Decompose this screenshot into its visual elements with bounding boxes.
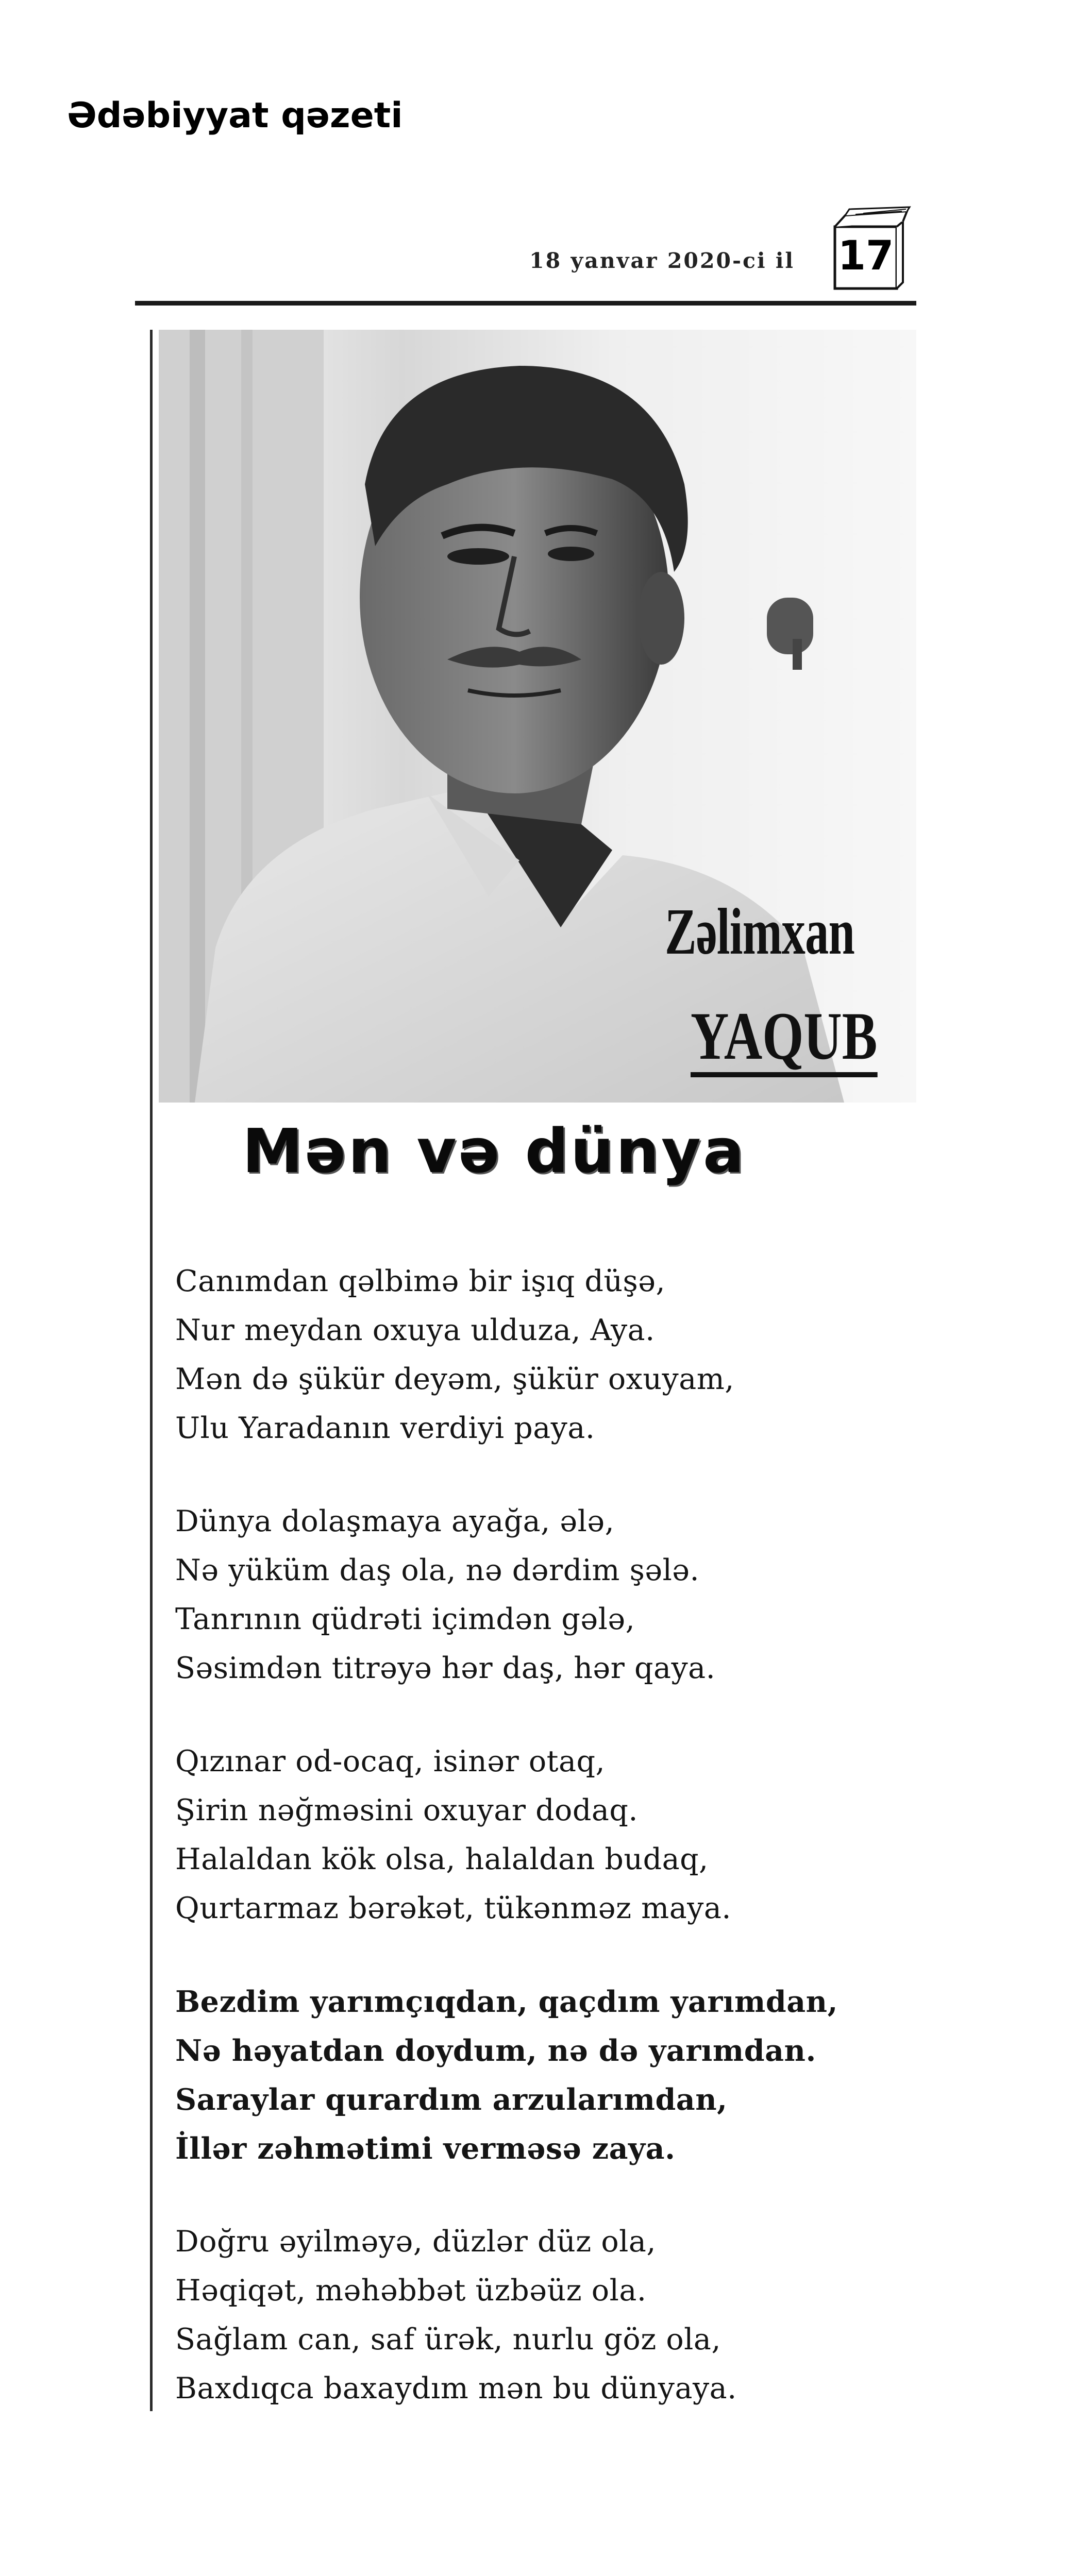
poem-line: Səsimdən titrəyə hər daş, hər qaya.: [175, 1651, 716, 1685]
author-photo: [159, 330, 916, 1103]
poem-line: Həqiqət, məhəbbət üzbəüz ola.: [175, 2274, 647, 2308]
poem-line: Ulu Yaradanın verdiyi paya.: [175, 1411, 595, 1445]
poem-line: Sağlam can, saf ürək, nurlu göz ola,: [175, 2323, 721, 2357]
column-rule: [150, 330, 153, 2411]
poem-line: Şirin nəğməsini oxuyar dodaq.: [175, 1793, 638, 1827]
poem-line: Saraylar qurardım arzularımdan,: [175, 2082, 728, 2117]
poem-line: Dünya dolaşmaya ayağa, ələ,: [175, 1504, 615, 1538]
poem-line: Nur meydan oxuya ulduza, Aya.: [175, 1313, 655, 1347]
poem-line: İllər zəhmətimi verməsə zaya.: [175, 2131, 676, 2166]
header-rule: [135, 301, 916, 306]
poem-body: [175, 1257, 917, 2458]
poem-line: Mən də şükür deyəm, şükür oxuyam,: [175, 1362, 734, 1396]
page-header: [135, 196, 918, 304]
issue-date: 18 yanvar 2020-ci il: [529, 248, 795, 273]
poem-line: Nə yüküm daş ola, nə dərdim şələ.: [175, 1553, 700, 1587]
poem-line: Doğru əyilməyə, düzlər düz ola,: [175, 2225, 656, 2259]
poem-line: Qurtarmaz bərəkət, tükənməz maya.: [175, 1891, 731, 1925]
page-number-badge: [825, 206, 912, 294]
author-portrait-image: [159, 330, 916, 1103]
poem-title: Mən və dünya: [242, 1115, 746, 1187]
stanza-3: [175, 1737, 917, 1933]
page-number: 17: [837, 233, 894, 279]
stanza-5: [175, 2217, 917, 2413]
stanza-2: [175, 1497, 917, 1693]
poem-line: Qızınar od-ocaq, isinər otaq,: [175, 1744, 606, 1778]
poem-line: Bezdim yarımçıqdan, qaçdım yarımdan,: [175, 1985, 838, 2019]
poem-line: Canımdan qəlbimə bir işıq düşə,: [175, 1264, 666, 1298]
author-last-name: YAQUB: [691, 1002, 877, 1077]
poem-line: Nə həyatdan doydum, nə də yarımdan.: [175, 2033, 816, 2068]
poem-line: Baxdıqca baxaydım mən bu dünyaya.: [175, 2371, 737, 2405]
stanza-1: [175, 1257, 917, 1453]
poem-line: Halaldan kök olsa, halaldan budaq,: [175, 1842, 709, 1876]
author-first-name: Zəlimxan: [665, 895, 855, 968]
stanza-4: [175, 1977, 917, 2173]
source-label: Ədəbiyyat qəzeti: [67, 95, 403, 136]
poem-line: Tanrının qüdrəti içimdən gələ,: [175, 1602, 635, 1636]
